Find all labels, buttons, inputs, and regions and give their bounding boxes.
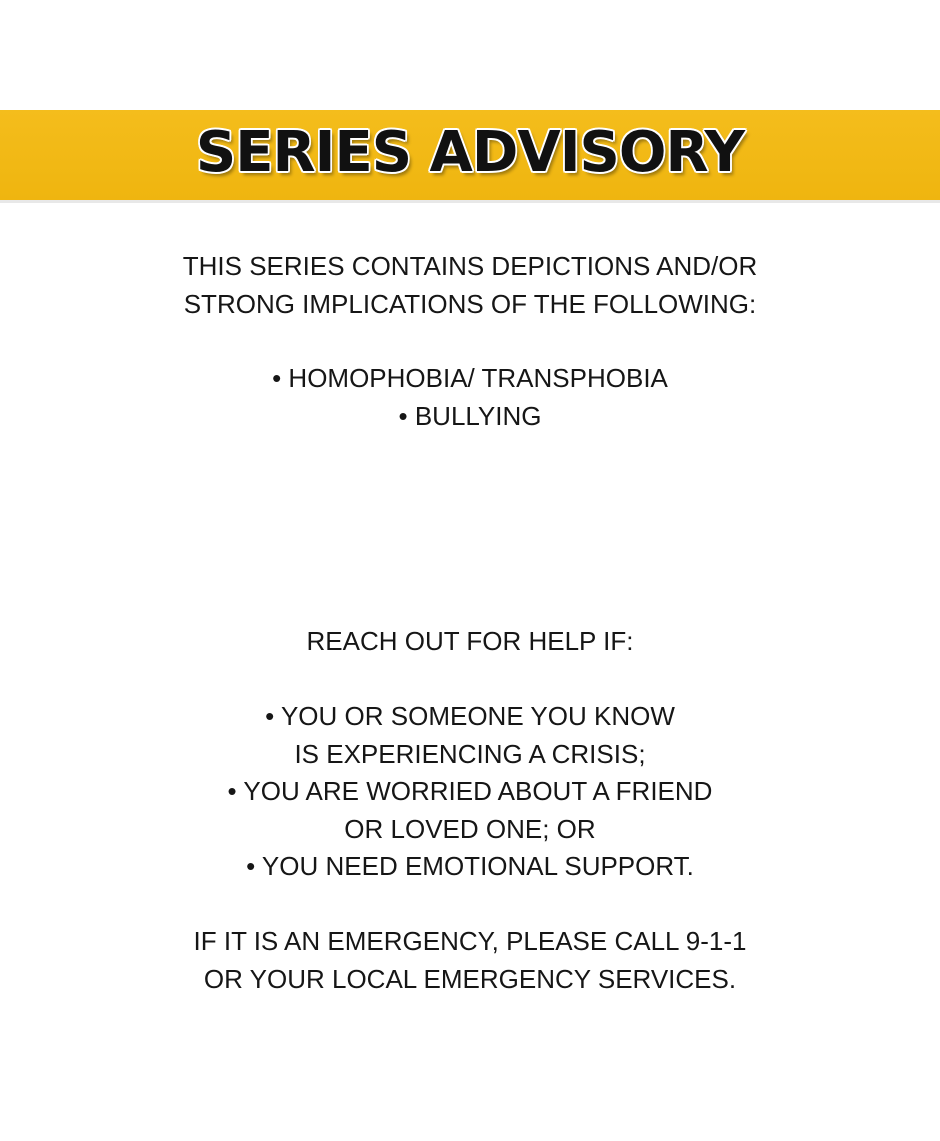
help-heading-text: REACH OUT FOR HELP IF: (306, 626, 634, 656)
emergency-line: IF IT IS AN EMERGENCY, PLEASE CALL 9-1-1 (193, 926, 747, 956)
emergency-notice (0, 923, 940, 998)
help-heading (0, 623, 940, 661)
intro-line: THIS SERIES CONTAINS DEPICTIONS AND/OR (182, 251, 758, 281)
intro-line: STRONG IMPLICATIONS OF THE FOLLOWING: (183, 288, 757, 319)
help-line: • YOU OR SOMEONE YOU KNOW (265, 701, 675, 731)
help-list (0, 698, 940, 886)
trigger-item: • BULLYING (398, 400, 542, 431)
trigger-list (0, 360, 940, 435)
help-line: • YOU NEED EMOTIONAL SUPPORT. (246, 851, 694, 881)
intro-text (0, 248, 940, 323)
banner-title: SERIES ADVISORY (195, 120, 745, 185)
trigger-item: • HOMOPHOBIA/ TRANSPHOBIA (272, 363, 668, 393)
advisory-banner (0, 110, 940, 203)
help-line: IS EXPERIENCING A CRISIS; (294, 738, 646, 769)
emergency-line: OR YOUR LOCAL EMERGENCY SERVICES. (203, 963, 737, 994)
help-line: OR LOVED ONE; OR (344, 813, 596, 844)
help-line: • YOU ARE WORRIED ABOUT A FRIEND (227, 776, 713, 806)
